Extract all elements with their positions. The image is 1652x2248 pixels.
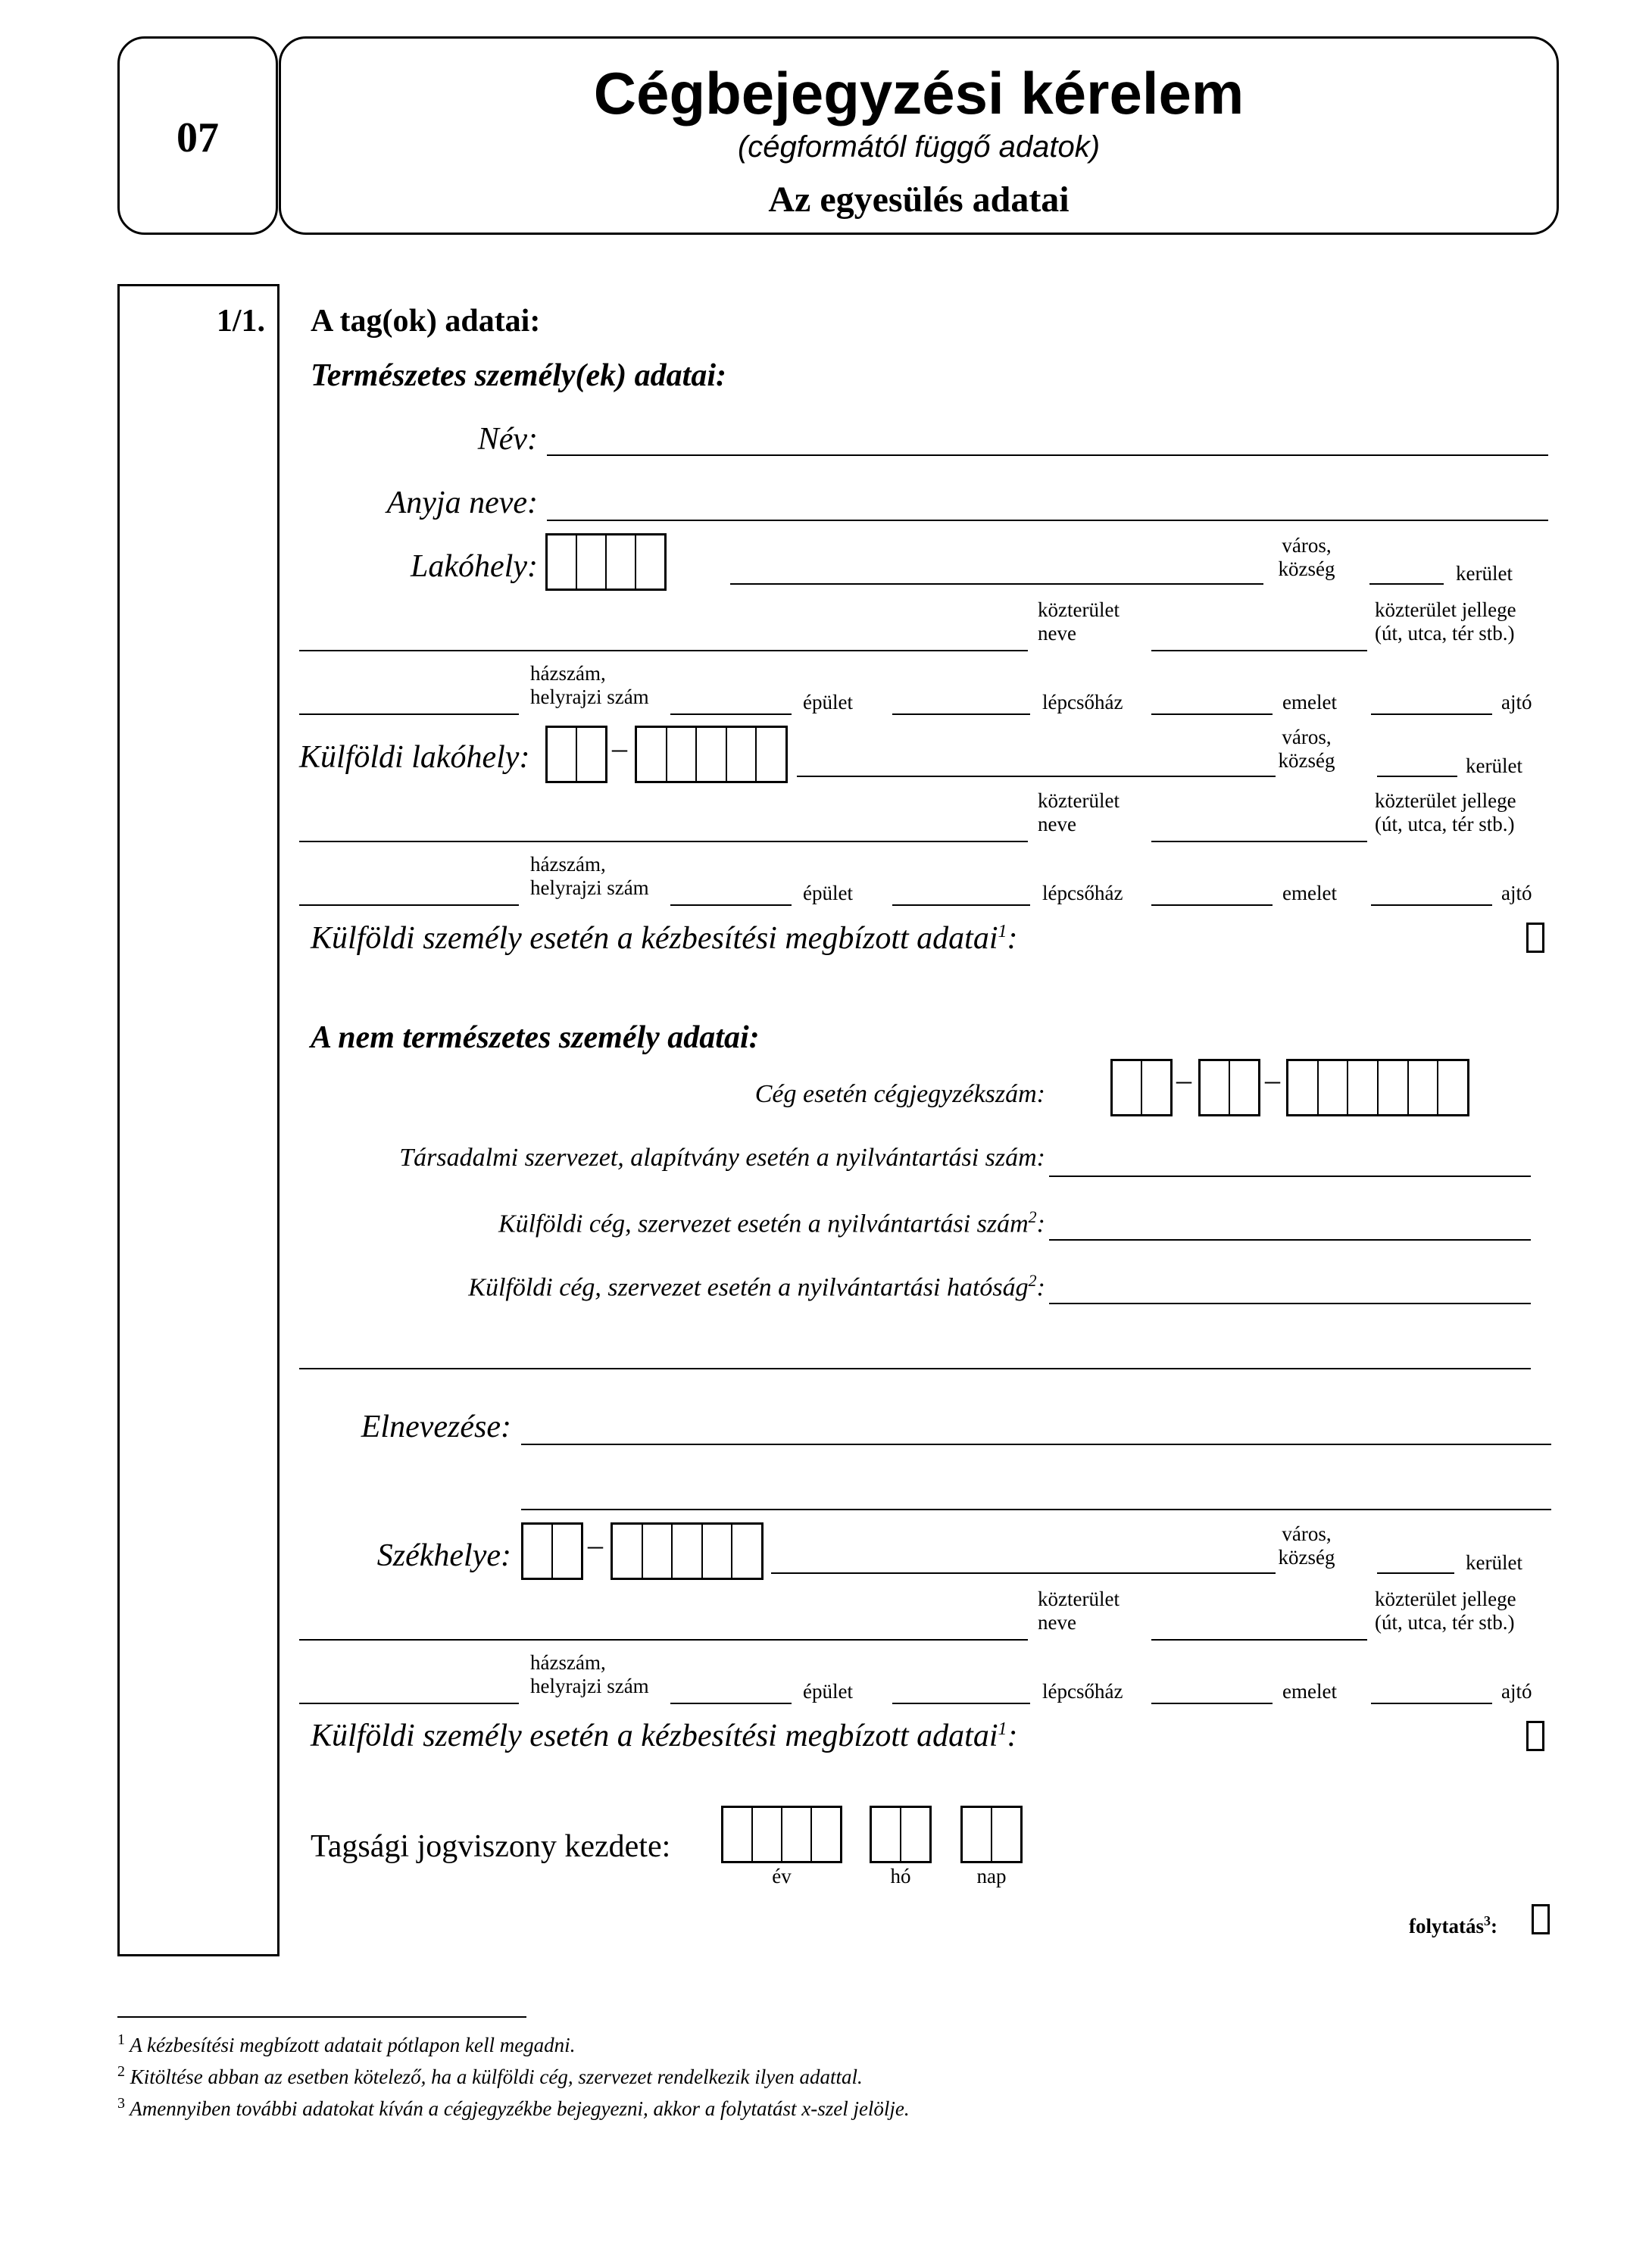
dash: – [1265,1063,1280,1097]
house-number-label: házszám, helyrajzi szám [530,662,649,708]
district-label: kerület [1466,1551,1522,1574]
membership-month-input[interactable] [870,1806,932,1863]
residence-door-field[interactable] [1371,713,1492,715]
street-type-label: közterület jellege (út, utca, tér stb.) [1375,789,1516,835]
seat-house-number-field[interactable] [299,1703,519,1704]
natural-person-heading: Természetes személy(ek) adatai: [311,358,726,393]
foreign-reg-number-field[interactable] [1049,1239,1531,1241]
year-label: év [772,1865,792,1887]
delivery-agent-label: Külföldi személy esetén a kézbesítési megbízott adatai$^1$: [311,1719,1018,1753]
seat-country-input[interactable] [521,1522,583,1580]
day-label: nap [976,1865,1007,1887]
foreign-residence-label: Külföldi lakóhely: [299,740,530,775]
foreign-residence-zip-input[interactable] [635,726,788,783]
door-label: ajtó [1501,691,1532,713]
mother-name-label: Anyja neve: [386,486,538,520]
house-number-label: házszám, helyrajzi szám [530,853,649,899]
building-label: épület [803,882,853,904]
name-label: Név: [477,422,538,457]
entity-name-label: Elnevezése: [361,1410,511,1444]
dash: – [612,731,627,765]
seat-building-field[interactable] [670,1703,792,1704]
dash: – [588,1528,603,1562]
staircase-label: lépcsőház [1042,691,1123,713]
seat-district-field[interactable] [1377,1572,1454,1574]
street-type-label: közterület jellege (út, utca, tér stb.) [1375,598,1516,645]
month-label: hó [890,1865,911,1887]
residence-label: Lakóhely: [411,549,538,584]
street-name-label: közterület neve [1038,598,1120,645]
section-title: Az egyesülés adatai [768,180,1070,220]
staircase-label: lépcsőház [1042,1680,1123,1703]
foreign-street-name-field[interactable] [299,841,1028,842]
residence-city-field[interactable] [730,583,1263,585]
seat-label: Székhelye: [376,1538,511,1573]
seat-staircase-field[interactable] [892,1703,1030,1704]
foreign-house-number-field[interactable] [299,904,519,906]
company-reg-form-input[interactable] [1198,1059,1260,1116]
name-field[interactable] [547,454,1548,456]
foreign-residence-district-field[interactable] [1377,776,1457,777]
foreign-staircase-field[interactable] [892,904,1030,906]
dash: – [1176,1063,1191,1097]
seat-floor-field[interactable] [1151,1703,1273,1704]
entity-name-field[interactable] [521,1444,1551,1445]
floor-label: emelet [1282,882,1337,904]
section-number-column [117,284,279,1956]
mother-name-field[interactable] [547,520,1548,521]
foreign-street-type-field[interactable] [1151,841,1367,842]
entity-name-field-2[interactable] [521,1509,1551,1510]
foreign-residence-country-input[interactable] [545,726,607,783]
street-name-label: közterület neve [1038,789,1120,835]
company-reg-label: Cég esetén cégjegyzékszám: [754,1080,1045,1108]
form-number: 07 [176,114,219,161]
membership-year-input[interactable] [721,1806,842,1863]
page-subtitle: (cégformától függő adatok) [737,130,1101,164]
company-reg-serial-input[interactable] [1286,1059,1469,1116]
continuation-checkbox[interactable] [1532,1904,1550,1934]
seat-street-name-field[interactable] [299,1639,1028,1641]
foreign-residence-city-field[interactable] [797,776,1276,777]
seat-city-field[interactable] [771,1572,1276,1574]
delivery-agent-checkbox[interactable] [1526,1721,1544,1751]
city-label: város, község [1278,726,1335,772]
street-name-label: közterület neve [1038,1588,1120,1634]
social-org-reg-label: Társadalmi szervezet, alapítvány esetén a nyilvántartási szám: [399,1144,1045,1172]
seat-street-type-field[interactable] [1151,1639,1367,1641]
continuation-label: folytatás$^3$: [1409,1913,1497,1937]
foreign-reg-authority-label: Külföldi cég, szervezet esetén a nyilvántartási hatóság$^2$: [468,1271,1045,1302]
district-label: kerület [1466,754,1522,777]
page-title: Cégbejegyzési kérelem [593,60,1244,126]
delivery-agent-label: Külföldi személy esetén a kézbesítési megbízott adatai$^1$: [311,921,1018,956]
residence-district-field[interactable] [1369,583,1444,585]
door-label: ajtó [1501,1680,1532,1703]
foreign-reg-number-label: Külföldi cég, szervezet esetén a nyilvántartási szám$^2$: [498,1207,1045,1238]
footnote: $^2$ Kitöltése abban az esetben kötelező, ha a külföldi cég, szervezet rendelkezik ilyen adattal. [117,2063,863,2088]
section-heading: A tag(ok) adatai: [311,304,541,339]
seat-zip-input[interactable] [611,1522,764,1580]
residence-staircase-field[interactable] [892,713,1030,715]
city-label: város, község [1278,534,1335,580]
district-label: kerület [1456,562,1513,585]
company-reg-court-input[interactable] [1110,1059,1173,1116]
residence-building-field[interactable] [670,713,792,715]
building-label: épület [803,691,853,713]
foreign-door-field[interactable] [1371,904,1492,906]
staircase-label: lépcsőház [1042,882,1123,904]
foreign-reg-authority-field[interactable] [1049,1303,1531,1304]
footnote: $^3$ Amennyiben további adatokat kíván a cégjegyzékbe bejegyezni, akkor a folytatást x-szel jelölje. [117,2095,910,2120]
delivery-agent-checkbox[interactable] [1526,923,1544,953]
non-natural-person-heading: A nem természetes személy adatai: [311,1020,760,1055]
foreign-floor-field[interactable] [1151,904,1273,906]
floor-label: emelet [1282,1680,1337,1703]
residence-street-name-field[interactable] [299,650,1028,651]
floor-label: emelet [1282,691,1337,713]
city-label: város, község [1278,1522,1335,1569]
residence-floor-field[interactable] [1151,713,1273,715]
residence-zip-input[interactable] [545,533,667,591]
membership-start-label: Tagsági jogviszony kezdete: [311,1829,671,1864]
street-type-label: közterület jellege (út, utca, tér stb.) [1375,1588,1516,1634]
residence-street-type-field[interactable] [1151,650,1367,651]
house-number-label: házszám, helyrajzi szám [530,1651,649,1697]
foreign-building-field[interactable] [670,904,792,906]
social-org-reg-field[interactable] [1049,1176,1531,1177]
section-number: 1/1. [216,304,265,339]
footnote: $^1$ A kézbesítési megbízott adatait pótlapon kell megadni. [117,2031,576,2056]
seat-door-field[interactable] [1371,1703,1492,1704]
footnote-divider [117,2016,526,2018]
residence-house-number-field[interactable] [299,713,519,715]
door-label: ajtó [1501,882,1532,904]
extra-line-field[interactable] [299,1368,1531,1369]
membership-day-input[interactable] [960,1806,1023,1863]
building-label: épület [803,1680,853,1703]
